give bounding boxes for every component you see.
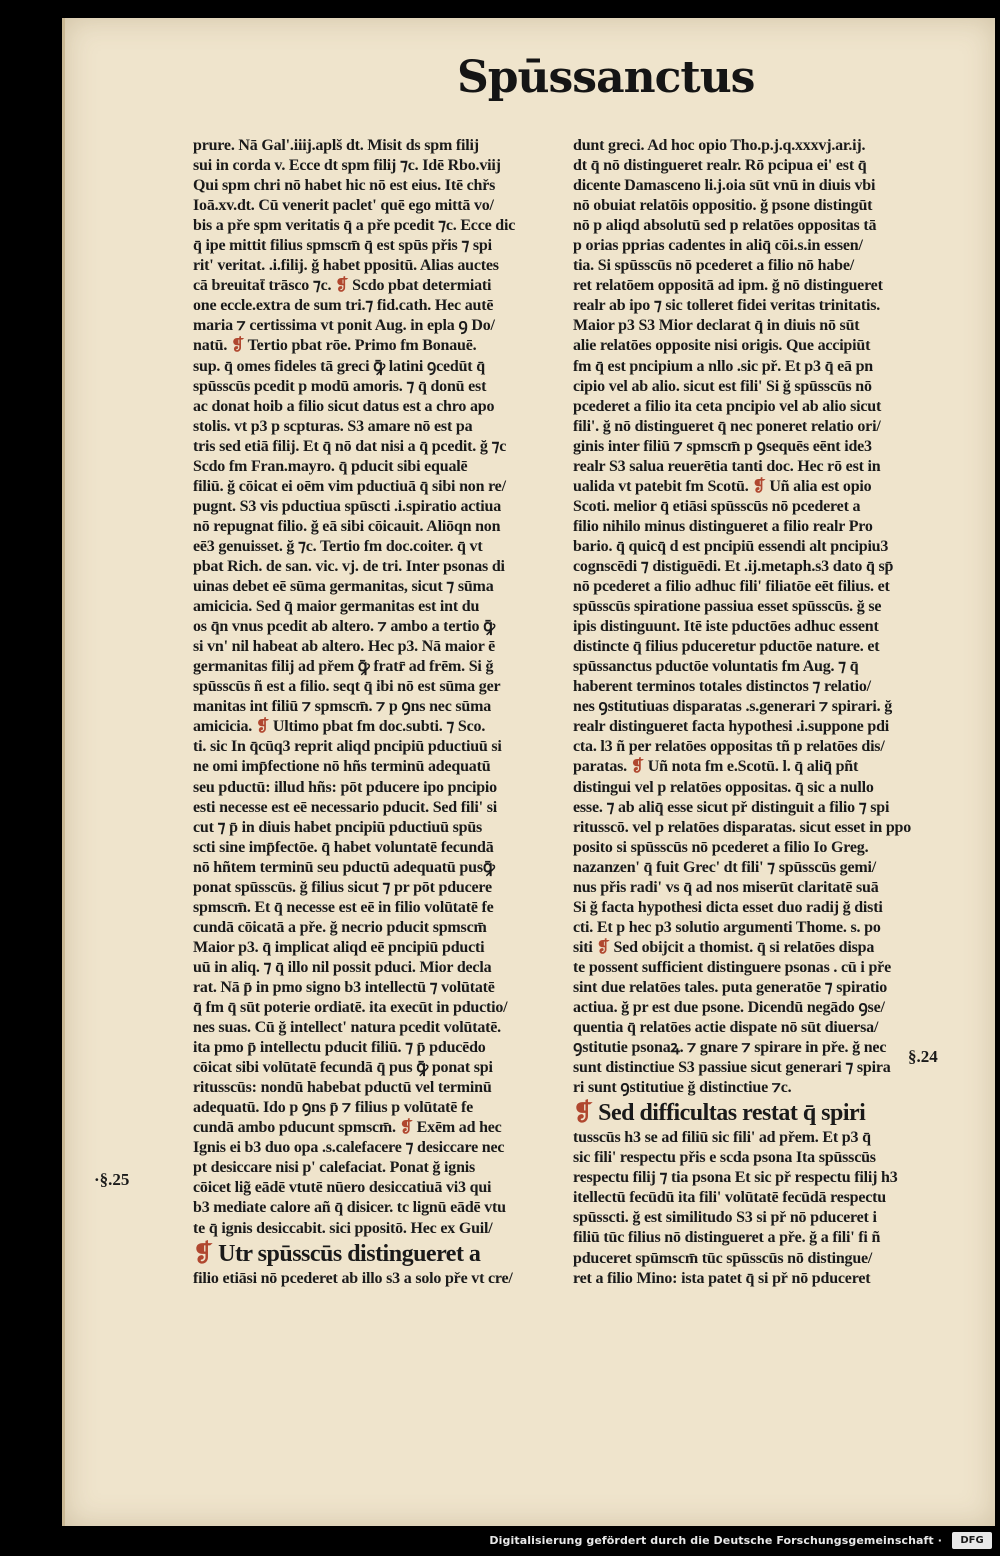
text-line: te q̄ ignis desiccabit. sici ppositō. Hec ex Guil/ <box>193 1219 493 1237</box>
text-line: sunt distinctiue S3 passiue sicut generari ⁊ spira <box>573 1059 891 1077</box>
text-line: nus přis radi' vs q̄ ad nos miserūt claritatē suā <box>573 878 879 896</box>
text-line: Scdo fm Fran.mayro. q̄ pducit sibi equalē <box>193 457 468 475</box>
text-line: respectu filij ⁊ tia psona Et sic př respectu filij h3 <box>573 1169 898 1187</box>
text-line: dicente Damasceno li.j.oia sūt vnū in diuis vbi <box>573 177 876 195</box>
text-line: pduceret spūmscm̄ tūc spūsscūs nō distingue/ <box>573 1249 873 1267</box>
text-line: cundā ambo pducunt spmscm̄. ❡ Exēm ad hec <box>193 1119 502 1137</box>
text-line: adequatū. Ido p ꝯns p̄ ⁊ filius p volūtatē fe <box>193 1099 474 1117</box>
text-line: realr S3 salua reuerētia tanti doc. Hec rō est in <box>573 457 881 475</box>
text-line: b3 mediate calore añ q̄ disicer. tc lignū eādē vtu <box>193 1199 506 1217</box>
text-line: tusscūs h3 se ad filiū sic fili' ad přem. Et p3 q̄ <box>573 1129 871 1147</box>
text-line: filio etiāsi nō pcederet ab illo s3 a solo pře vt cre/ <box>193 1269 513 1287</box>
text-line: fili'. ğ nō distingueret q̄ nec poneret relatio ori/ <box>573 417 881 435</box>
text-line: ret relatōem oppositā ad ipm. ğ nō distingueret <box>573 277 883 295</box>
text-line: pt desiccare nisi p' calefaciat. Ponat ğ ignis <box>193 1159 476 1177</box>
text-line: prure. Nā Gal'.iiij.aplš dt. Misit ds spm filij <box>193 137 479 154</box>
text-line: cut ⁊ p̄ in diuis habet pncipiū pductiuū spūs <box>193 818 483 836</box>
text-line: esse. ⁊ ab aliq̄ esse sicut př distinguit a filio ⁊ spi <box>573 798 890 816</box>
footer-bar <box>0 1526 1000 1556</box>
text-line: itellectū fecūdū ita fili' volūtatē fecūdā respectu <box>573 1189 887 1207</box>
text-line: paratas. ❡ Uñ nota fm e.Scotū. l. q̄ aliq̄ pñt <box>573 758 859 776</box>
text-line: alie relatōes opposite nisi origis. Que accipiūt <box>573 337 871 355</box>
text-line: Ignis ei b3 duo opa .s.calefacere ⁊ desiccare nec <box>193 1139 505 1157</box>
text-line: filiū. ğ cōicat ei oēm vim pductiuā q̄ sibi non re/ <box>193 477 506 495</box>
text-line: nō repugnat filio. ğ eā sibi cōicauit. Aliōqn non <box>193 517 501 535</box>
text-line: cognscēdi ⁊ distiguēdi. Et .ij.metaph.s3 dato q̄ sp̄ <box>573 557 894 575</box>
text-line: ualida vt patebit fm Scotū. ❡ Uñ alia est opio <box>573 477 872 495</box>
text-line: ri sunt ꝯstitutiue ğ distinctiue ⁊c. <box>573 1079 792 1097</box>
text-line: si vn' nil habeat ab altero. Hec p3. Nā maior ē <box>193 638 496 656</box>
left-column <box>193 136 565 1289</box>
text-line: ritusscūs: nondū habebat pductū vel terminū <box>193 1079 492 1097</box>
text-line: Maior p3 S3 Mior declarat q̄ in diuis nō sūt <box>573 317 860 335</box>
section-mark-right: §.24 <box>908 1047 938 1066</box>
text-line: spūsscūs spiratione passiua esset spūsscūs. ğ se <box>573 598 882 616</box>
text-line: dunt greci. Ad hoc opio Tho.p.j.q.xxxvj.ar.ij. <box>573 137 866 154</box>
text-line: esti necesse est eē necessario pducit. Sed fili' si <box>193 798 497 816</box>
text-line: nō p aliqd absolutū sed p relatōes oppositas tā <box>573 217 877 235</box>
text-line: filiū tūc filius nō distingueret a pře. ğ a fili' fi ñ <box>573 1229 881 1247</box>
text-line: pcederet a filio ita ceta pncipio vel ab alio sicut <box>573 397 882 415</box>
text-line: nes suas. Cū ğ intellect' natura pcedit volūtatē. <box>193 1019 501 1037</box>
running-head: Spūssanctus <box>457 52 755 103</box>
text-line: quentia q̄ relatōes actie dispate nō sūt diuersa/ <box>573 1019 879 1037</box>
text-line: ac donat hoib a filio sicut datus est a chro apo <box>193 397 495 415</box>
text-line: nō obuiat relatōis oppositio. ğ psone distingūt <box>573 197 873 215</box>
text-line: haberent terminos totales distinctos ⁊ relatio/ <box>573 678 871 696</box>
text-line: ti. sic In q̄cūq3 reprit aliqd pncipiū pductiuū si <box>193 738 502 756</box>
section-heading: ❡ Sed difficultas restat q̄ spiri <box>573 1100 866 1127</box>
text-line: p orias pprias cadentes in aliq̄ cōi.s.in essen/ <box>573 237 863 255</box>
text-line: sint due relatōes tales. puta generatōe ⁊ spiratio <box>573 978 888 996</box>
text-line: germanitas filij ad přem ꝙ̄ fratr̄ ad frēm. Si ğ <box>193 658 494 676</box>
text-line: rat. Nā p̄ in pmo signo b3 intellectū ⁊ volūtatē <box>193 978 495 996</box>
text-line: ne omi imp̄fectione nō hñs terminū adequatū <box>193 758 491 776</box>
text-line: q̄ ipe mittit filius spmscm̄ q̄ est spūs přis ⁊ spi <box>193 237 492 255</box>
text-line: pbat Rich. de san. vic. vj. de tri. Inter psonas di <box>193 557 505 575</box>
text-line: realr distingueret facta hypothesi .i.suppone pdi <box>573 718 890 736</box>
book-page <box>62 18 995 1526</box>
text-line: cti. Et p hec p3 solutio argumenti Thome. s. po <box>573 918 881 936</box>
text-line: spūsscūs ñ est a filio. seqt q̄ ibi nō est sūma ger <box>193 678 501 696</box>
text-line: nō pcederet a filio adhuc fili' filiatōe eēt filius. et <box>573 578 890 596</box>
text-line: ritusscō. vel p relatōes disparatas. sicut esset in ppo <box>573 818 912 836</box>
text-line: seu pductū: illud hñs: pōt pducere ipo pncipio <box>193 778 497 796</box>
text-line: natū. ❡ Tertio pbat rōe. Primo fm Bonauē. <box>193 337 477 355</box>
text-line: sic fili' respectu přis e scda psona Ita spūsscūs <box>573 1149 876 1167</box>
text-line: pugnt. S3 vis pductiua spūscti .i.spiratio actiua <box>193 497 502 515</box>
text-line: uū in aliq. ⁊ q̄ illo nil possit pduci. Mior decla <box>193 958 492 976</box>
text-line: ret a filio Mino: ista patet q̄ si př nō pduceret <box>573 1269 871 1287</box>
text-line: ꝯstitutie psonaꝝ. ⁊ gnare ⁊ spirare in pře. ğ nec <box>573 1039 887 1057</box>
text-line: dt q̄ nō distingueret realr. Rō pcipua ei' est q̄ <box>573 157 867 175</box>
text-line: os q̄n vnus pcedit ab altero. ⁊ ambo a tertio ꝙ̄ <box>193 618 495 636</box>
dfg-logo: DFG <box>952 1532 992 1549</box>
text-line: rit' veritat. .i.filij. ğ habet ppositū. Alias auctes <box>193 257 499 275</box>
text-line: Ioā.xv.dt. Cū venerit paclet' quē ego mittā vo/ <box>193 197 494 215</box>
text-line: nazanzen' q̄ fuit Grec' dt fili' ⁊ spūsscūs gemi/ <box>573 858 876 876</box>
text-line: sui in corda v. Ecce dt spm filij ⁊c. Idē Rbo.viij <box>193 157 501 175</box>
text-line: Scoti. melior q̄ etiāsi spūsscūs nō pcederet a <box>573 497 861 515</box>
text-line: bis a pře spm veritatis q̄ a pře pcedit ⁊c. Ecce dic <box>193 217 516 235</box>
text-line: cōicat sibi volūtatē fecundā q̄ pus ꝙ̄ ponat spi <box>193 1059 493 1077</box>
text-line: cā breuitat̄ trāsco ⁊c. ❡ Scdo pbat determiati <box>193 277 492 295</box>
text-line: ita pmo p̄ intellectu pducit filiū. ⁊ p̄ pducēdo <box>193 1039 486 1057</box>
text-line: distingui vel p relatōes oppositas. q̄ sic a nullo <box>573 778 874 796</box>
text-line: Maior p3. q̄ implicat aliqd eē pncipiū pducti <box>193 938 485 956</box>
text-line: eē3 genuisset. ğ ⁊c. Tertio fm doc.coiter. q̄ vt <box>193 537 483 555</box>
text-line: ponat spūsscūs. ğ filius sicut ⁊ pr pōt pducere <box>193 878 492 896</box>
text-line: posito si spūsscūs nō pcederet a filio Io Greg. <box>573 838 869 856</box>
text-line: spmscm̄. Et q̄ necesse est eē in filio volūtatē fe <box>193 898 494 916</box>
text-line: sup. q̄ omes fideles tā greci ꝙ̄ latini ꝯcedūt q̄ <box>193 357 485 375</box>
text-line: Si ğ facta hypothesi dicta esset duo radij ğ disti <box>573 898 883 916</box>
section-mark-left: ·§.25 <box>94 1170 130 1189</box>
text-line: nō hñtem terminū seu pductū adequatū pusꝙ̄ <box>193 858 495 876</box>
text-line: cipio vel ab alio. sicut est fili' Si ğ spūsscūs nō <box>573 377 872 395</box>
text-line: filio nihilo minus distingueret a filio realr Pro <box>573 517 873 535</box>
section-heading: ❡ Utr spūsscūs distingueret a <box>193 1240 481 1267</box>
text-line: cōicet lig̃ eādē vtutē nūero desiccatiuā vi3 qui <box>193 1179 492 1197</box>
text-line: maria ⁊ certissima vt ponit Aug. in epla ꝯ Do/ <box>193 317 495 335</box>
text-line: spūssanctus pductōe voluntatis fm Aug. ⁊ q̄ <box>573 658 859 676</box>
text-line: cta. l3 ñ per relatōes oppositas tñ p relatōes dis/ <box>573 738 885 756</box>
text-line: fm q̄ est pncipium a nllo .sic př. Et p3 q̄ eā pn <box>573 357 873 375</box>
text-line: spūsscūs pcedit p modū amoris. ⁊ q̄ donū est <box>193 377 487 395</box>
text-line: amicicia. Sed q̄ maior germanitas est int du <box>193 598 480 616</box>
text-line: tia. Si spūsscūs nō pcederet a filio nō habe/ <box>573 257 854 275</box>
text-line: cundā cōicatā a pře. ğ necrio pducit spmscm̄ <box>193 918 487 936</box>
text-line: Qui spm chri nō habet hic nō est eius. Itē chřs <box>193 177 496 195</box>
text-line: ipis distinguunt. Itē iste pductōes adhuc essent <box>573 618 879 636</box>
text-line: stolis. vt p3 p scpturas. S3 amare nō est pa <box>193 417 473 435</box>
text-line: one eccle.extra de sum tri.⁊ fid.cath. Hec autē <box>193 297 494 315</box>
text-line: amicicia. ❡ Ultimo pbat fm doc.subti. ⁊ Sco. <box>193 718 486 736</box>
footer-credit: Digitalisierung gefördert durch die Deutsche Forschungsgemeinschaft · <box>489 1534 942 1547</box>
text-line: uinas debet eē sūma germanitas, sicut ⁊ sūma <box>193 578 494 596</box>
text-line: manitas int filiū ⁊ spmscm̄. ⁊ p ꝯns nec sūma <box>193 698 492 716</box>
right-column <box>573 136 945 1289</box>
text-line: scti sine imp̄fectōe. q̄ habet voluntatē fecundā <box>193 838 494 856</box>
text-line: te possent sufficient distinguere psonas . cū i pře <box>573 958 891 976</box>
text-line: distincte q̄ filius pduceretur pductōe nature. et <box>573 638 880 656</box>
text-line: spūsscti. ğ est similitudo S3 si př nō pduceret i <box>573 1209 877 1227</box>
text-line: realr ab ipo ⁊ sic tolleret fidei veritas trinitatis. <box>573 297 881 315</box>
text-line: ginis inter filiū ⁊ spmscm̄ p ꝯsequēs eēnt ide3 <box>573 437 872 455</box>
text-line: tris sed etiā filij. Et q̄ nō dat nisi a q̄ pcedit. ğ ⁊c <box>193 437 507 455</box>
text-line: q̄ fm q̄ sūt poterie ordiatē. ita execūt in pductio/ <box>193 999 508 1017</box>
text-line: siti ❡ Sed obijcit a thomist. q̄ si relatōes dispa <box>573 938 875 956</box>
text-line: actiua. ğ pr est due psone. Dicendū negādo ꝯse/ <box>573 999 885 1017</box>
text-line: nes ꝯstitutiuas disparatas .s.generari ⁊ spirari. ğ <box>573 698 893 716</box>
text-line: bario. q̄ quicq̄ d est pncipiū essendi alt pncipiu3 <box>573 537 889 555</box>
